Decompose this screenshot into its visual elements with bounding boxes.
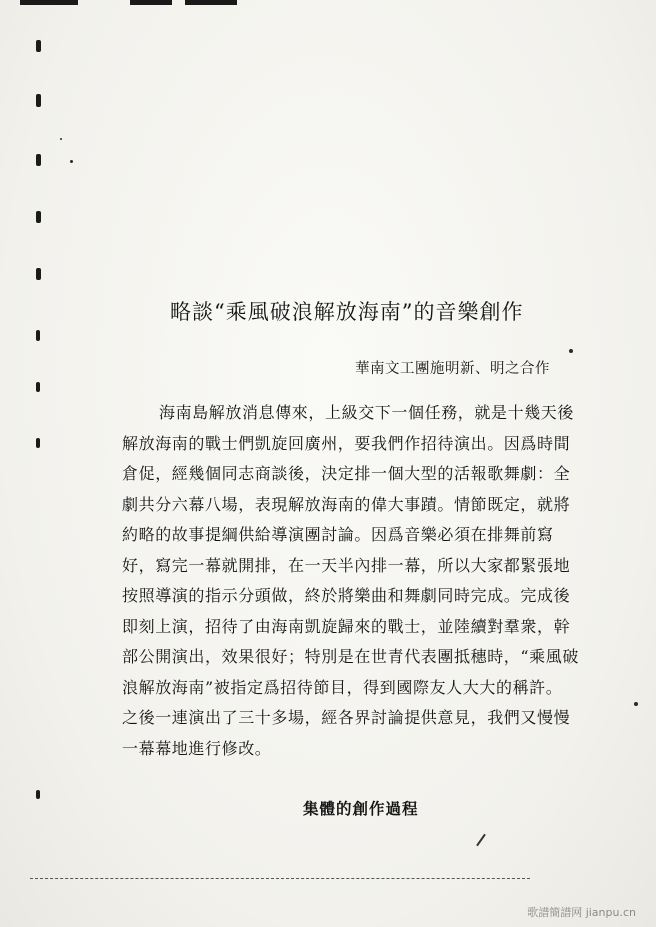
scan-speck (60, 138, 62, 140)
binding-hole-mark (36, 40, 41, 52)
scan-edge-mark (185, 0, 237, 5)
binding-hole-mark (36, 790, 40, 799)
body-line: 解放海南的戰士們凱旋回廣州，要我們作招待演出。因爲時間 (122, 433, 571, 453)
site-watermark: 歌譜簡譜网 jianpu.cn (527, 906, 636, 919)
body-line: 海南島解放消息傳來，上級交下一個任務，就是十幾天後 (159, 403, 575, 422)
scan-speck (70, 160, 73, 163)
binding-hole-mark (36, 154, 41, 166)
body-line: 即刻上演，招待了由海南凱旋歸來的戰士，並陸續對羣衆，幹 (122, 616, 571, 636)
body-line: 好，寫完一幕就開排，在一天半內排一幕，所以大家都緊張地 (122, 555, 571, 575)
body-line: 部公開演出，效果很好；特別是在世青代表團抵穗時，“乘風破 (122, 647, 579, 666)
body-line: 之後一連演出了三十多場，經各界討論提供意見，我們又慢慢 (122, 708, 571, 727)
binding-hole-mark (36, 211, 41, 223)
body-line: 浪解放海南”被指定爲招待節目，得到國際友人大大的稱許。 (122, 677, 563, 697)
scan-speck (569, 349, 573, 353)
body-line: 一幕幕地進行修改。 (122, 738, 272, 758)
binding-hole-mark (36, 330, 40, 341)
binding-hole-mark (36, 94, 41, 107)
scan-speck (634, 702, 638, 706)
author-byline: 華南文工團施明新、明之合作 (355, 361, 550, 377)
binding-hole-mark (36, 382, 40, 392)
body-line: 劇共分六幕八場，表現解放海南的偉大事蹟。情節既定，就將 (122, 494, 571, 514)
section-heading: 集體的創作過程 (303, 799, 419, 818)
body-line: 約略的故事提綱供給導演團討論。因爲音樂必須在排舞前寫 (122, 525, 554, 544)
scan-edge-mark (130, 0, 172, 5)
body-line: 倉促，經幾個同志商談後，決定排一個大型的活報歌舞劇：全 (122, 464, 571, 483)
body-line: 按照導演的指示分頭做，終於將樂曲和舞劇同時完成。完成後 (122, 586, 571, 605)
dashed-divider (30, 878, 530, 879)
binding-hole-mark (36, 438, 40, 448)
scan-edge-mark (20, 0, 78, 5)
binding-hole-mark (36, 268, 41, 280)
article-body (122, 398, 612, 764)
article-title: 略談“乘風破浪解放海南”的音樂創作 (170, 300, 524, 324)
scan-stroke-mark (476, 834, 486, 847)
